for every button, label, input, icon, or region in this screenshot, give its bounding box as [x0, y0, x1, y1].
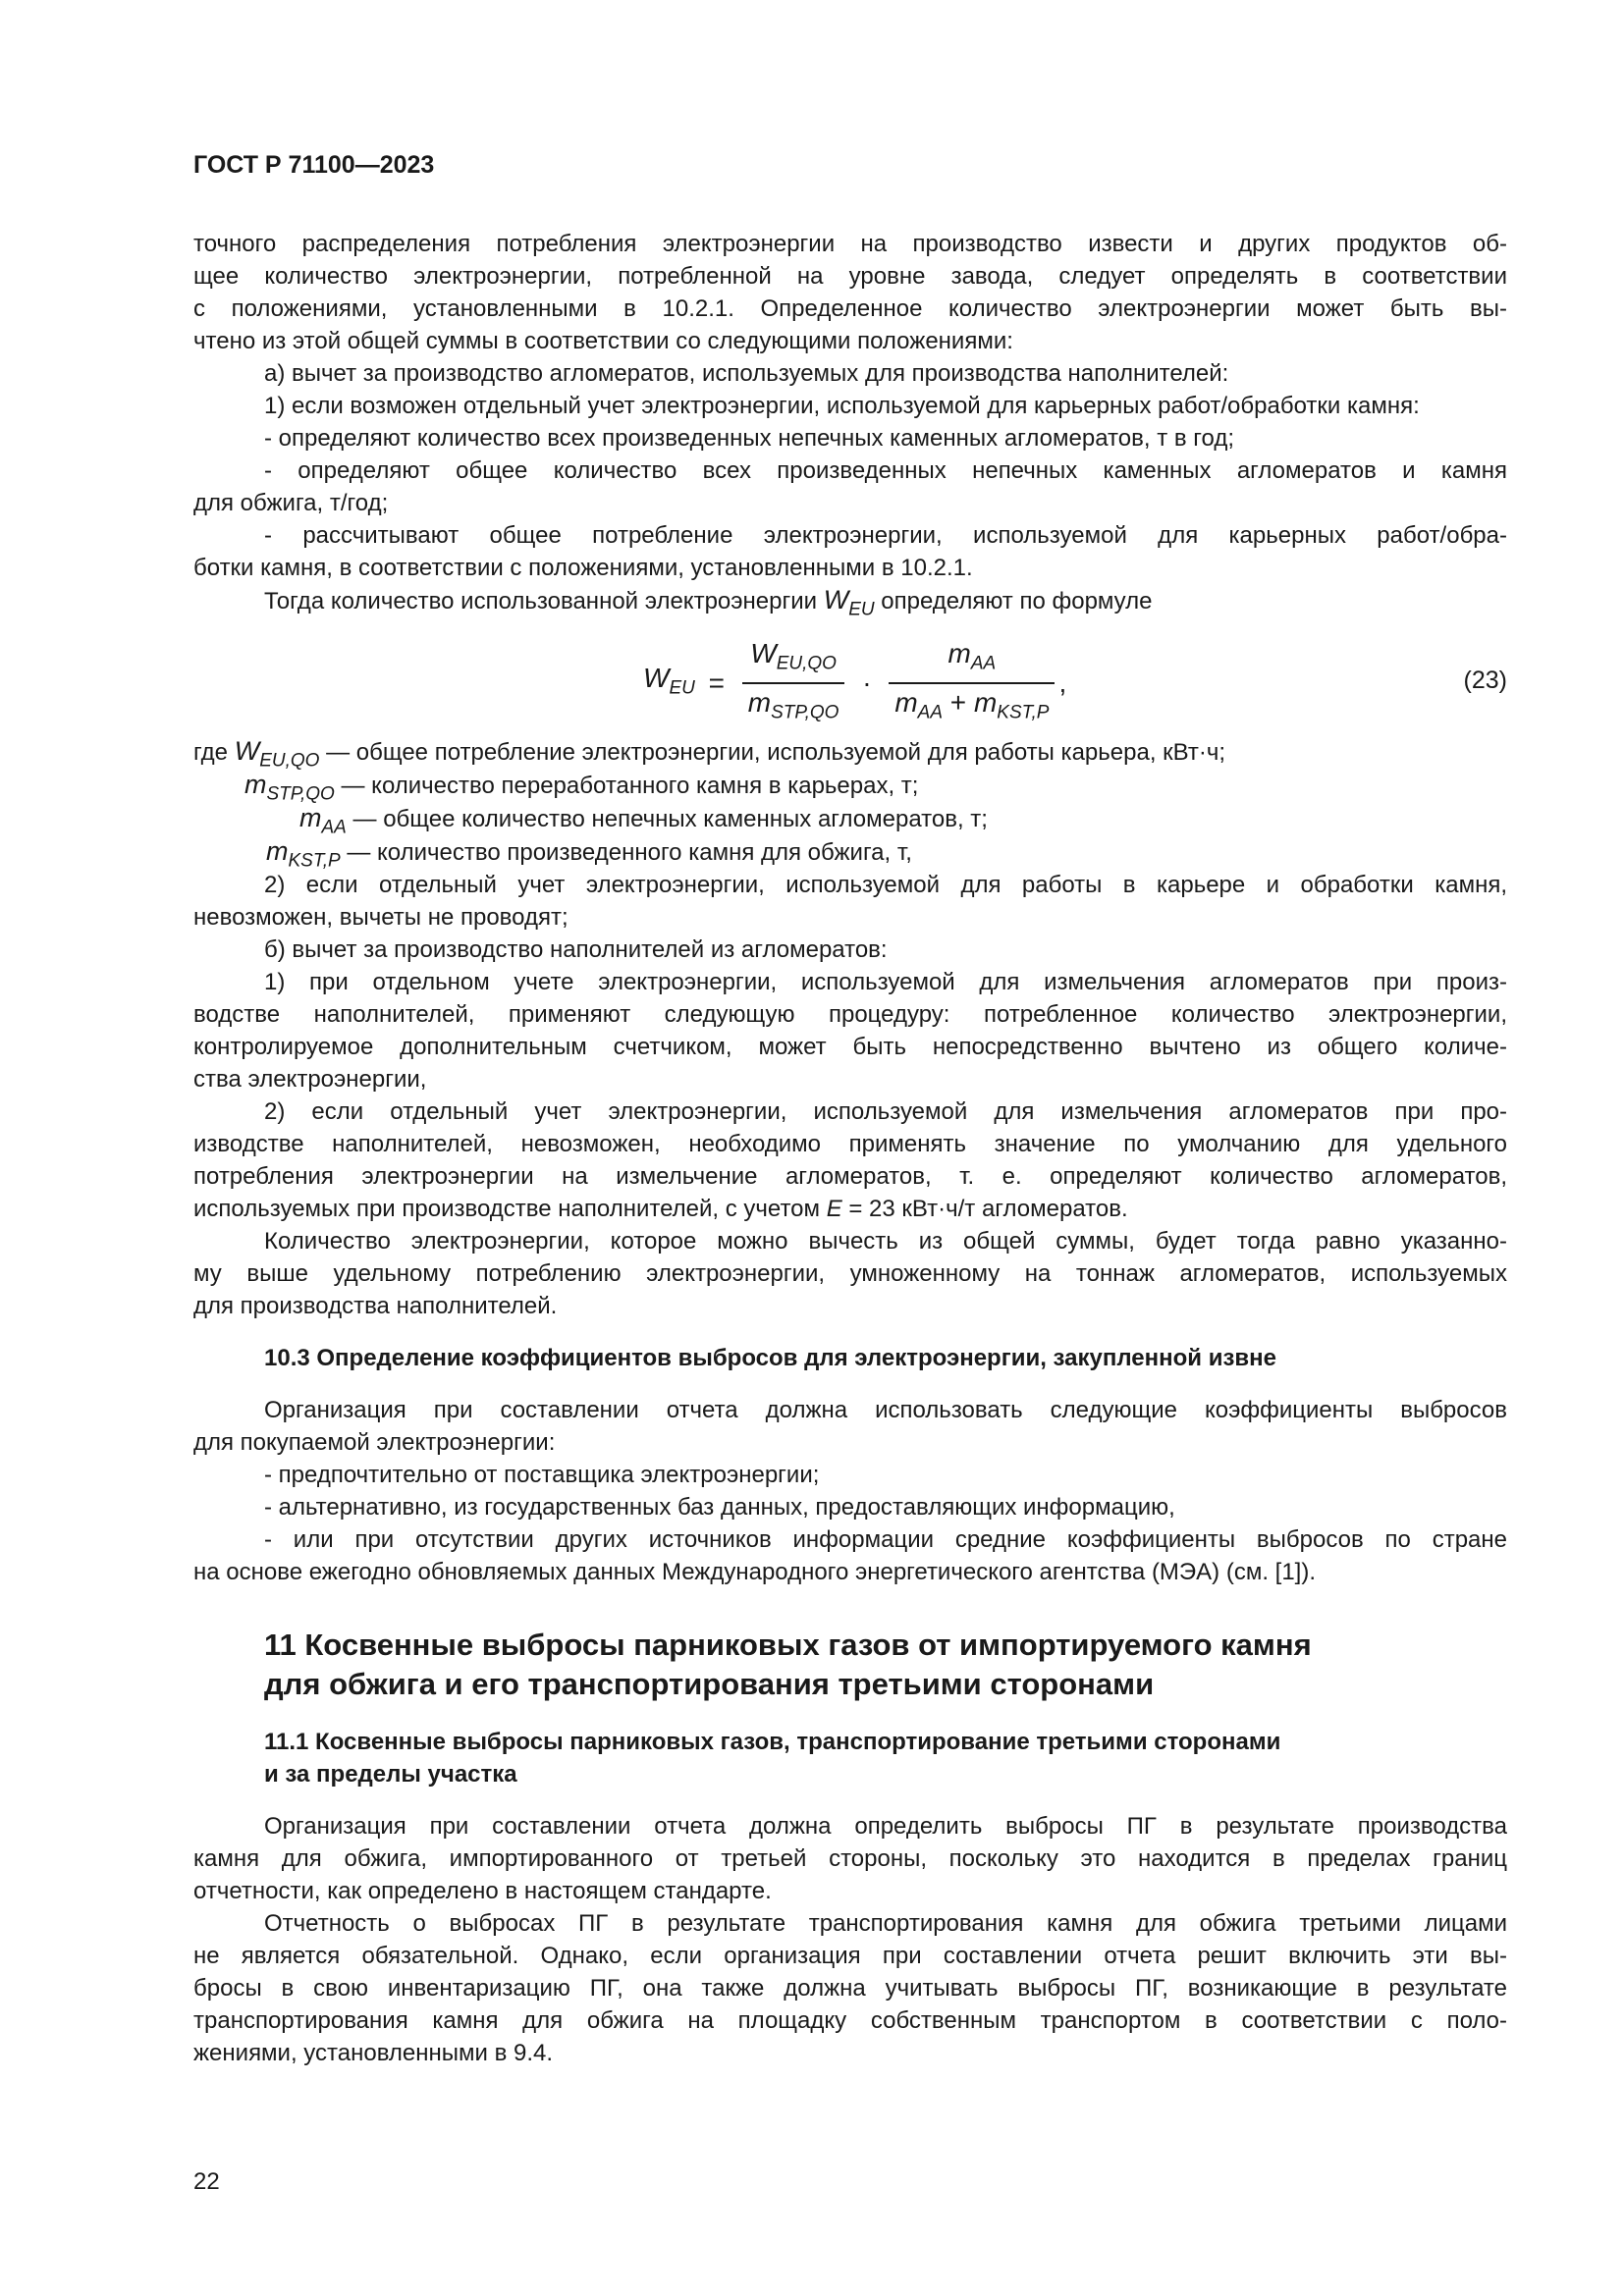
text-line: ства электроэнергии,	[193, 1066, 427, 1094]
formula-definitions	[193, 735, 1507, 872]
dash-item: - определяют количество всех произведенных непечных каменных агломератов, т в год;	[264, 425, 1234, 452]
text-line: камня для обжига, импортированного от третьей стороны, поскольку это находится в пределах границ	[193, 1845, 1507, 1873]
list-item-a1: 1) если возможен отдельный учет электроэнергии, используемой для карьерных работ/обработки камня:	[264, 393, 1420, 419]
text-line: для покупаемой электроэнергии:	[193, 1429, 556, 1457]
section-heading-11-line2: для обжига и его транспортирования третьими сторонами	[264, 1667, 1155, 1702]
text-line: используемых при производстве наполнителей, с учетом E = 23 кВт·ч/т агломератов.	[193, 1196, 1128, 1223]
dash-item: - определяют общее количество всех произведенных непечных каменных агломератов и камня	[264, 457, 1507, 484]
formula-lhs: $W_{EU}$	[643, 663, 695, 699]
section-heading-11-1: 11.1 Косвенные выбросы парниковых газов, транспортирование третьими сторонами	[264, 1729, 1281, 1756]
text-line: изводстве наполнителей, невозможен, необходимо применять значение по умолчанию для удельного	[193, 1131, 1507, 1158]
section-heading-11: 11 Косвенные выбросы парниковых газов от импортируемого камня	[264, 1628, 1312, 1663]
intro-paragraph	[193, 228, 1507, 357]
dash-item: - или при отсутствии других источников информации средние коэффициенты выбросов по стране	[264, 1526, 1507, 1554]
formula-23	[193, 629, 1507, 735]
dash-item: - альтернативно, из государственных баз данных, предоставляющих информацию,	[264, 1494, 1175, 1522]
definition-row: $m_{AA}$ — общее количество непечных каменных агломератов, т;	[299, 803, 988, 838]
fraction-numerator: $m_{AA}$	[889, 637, 1055, 684]
text-line: водстве наполнителей, применяют следующую процедуру: потребленное количество электроэнергии,	[193, 1001, 1507, 1029]
list-item-b2: 2) если отдельный учет электроэнергии, используемой для измельчения агломератов при про-	[264, 1098, 1507, 1126]
document-body	[193, 228, 1507, 2069]
formula-fraction-2	[889, 637, 1055, 728]
paragraph-10-3: Организация при составлении отчета должна использовать следующие коэффициенты выбросов	[264, 1397, 1507, 1424]
text-line: щее количество электроэнергии, потребленной на уровне завода, следует определять в соответствии	[193, 263, 1507, 290]
section-heading-10-3: 10.3 Определение коэффициентов выбросов для электроэнергии, закупленной извне	[264, 1345, 1277, 1372]
text-line: для обжига, т/год;	[193, 490, 389, 516]
text-line: потребления электроэнергии на измельчение агломератов, т. е. определяют количество агломератов,	[193, 1163, 1507, 1191]
document-header: ГОСТ Р 71100—2023	[193, 151, 435, 179]
text-line: на основе ежегодно обновляемых данных Международного энергетического агентства (МЭА) (см. [1]).	[193, 1559, 1317, 1586]
equation-number: (23)	[1463, 667, 1507, 695]
section-heading-11-1-line2: и за пределы участка	[264, 1761, 517, 1789]
definition-row: где $W_{EU,QO}$ — общее потребление электроэнергии, используемой для работы карьера, кВт·ч;	[193, 736, 1226, 772]
fraction-denominator: $m_{AA} + m_{KST,P}$	[894, 686, 1050, 723]
text-line: с положениями, установленными в 10.2.1. Определенное количество электроэнергии может быть вы-	[193, 295, 1507, 322]
text-line: бросы в свою инвентаризацию ПГ, она также должна учитывать выбросы ПГ, возникающие в результате	[193, 1975, 1507, 2002]
dash-item: - предпочтительно от поставщика электроэнергии;	[264, 1462, 820, 1489]
formula-dot: ·	[862, 667, 872, 699]
text-line: жениями, установленными в 9.4.	[193, 2040, 554, 2067]
formula-expression	[643, 637, 1066, 728]
list-item-a: а) вычет за производство агломератов, используемых для производства наполнителей:	[264, 360, 1229, 387]
text-line: невозможен, вычеты не проводят;	[193, 904, 568, 932]
list-item-b1: 1) при отдельном учете электроэнергии, используемой для измельчения агломератов при произ-	[264, 969, 1507, 996]
symbol-w-eu: $W_{EU}$	[823, 585, 875, 620]
text-line: точного распределения потребления электроэнергии на производство извести и других продуктов об-	[193, 231, 1507, 257]
fraction-denominator: $m_{STP,QO}$	[747, 686, 839, 723]
definition-row: $m_{KST,P}$ — количество произведенного камня для обжига, т,	[266, 836, 912, 872]
fraction-numerator: $W_{EU,QO}$	[742, 637, 845, 684]
text-line: ботки камня, в соответствии с положениями, установленными в 10.2.1.	[193, 555, 973, 581]
paragraph-quantity: Количество электроэнергии, которое можно вычесть из общей суммы, будет тогда равно указанно-	[264, 1228, 1507, 1255]
text-line: не является обязательной. Однако, если организация при составлении отчета решит включить эти вы-	[193, 1943, 1507, 1970]
formula-fraction-1	[742, 637, 845, 728]
list-item-b: б) вычет за производство наполнителей из агломератов:	[264, 936, 888, 964]
text-line: для производства наполнителей.	[193, 1293, 558, 1320]
text-line: чтено из этой общей суммы в соответствии со следующими положениями:	[193, 328, 1013, 354]
text-line: отчетности, как определено в настоящем стандарте.	[193, 1878, 772, 1905]
definition-row: $m_{STP,QO}$ — количество переработанного камня в карьерах, т;	[244, 770, 919, 805]
text-line: му выше удельному потреблению электроэнергии, умноженному на тоннаж агломератов, используемых	[193, 1260, 1507, 1288]
paragraph-11-1b: Отчетность о выбросах ПГ в результате транспортирования камня для обжига третьими лицами	[264, 1910, 1507, 1938]
formula-comma: ,	[1058, 667, 1067, 699]
formula-intro: Тогда количество использованной электроэнергии $W_{EU}$ определяют по формуле	[264, 585, 1153, 620]
list-item-a2: 2) если отдельный учет электроэнергии, используемой для работы в карьере и обработки камня,	[264, 872, 1507, 899]
text-line: транспортирования камня для обжига на площадку собственным транспортом в соответствии с поло-	[193, 2007, 1507, 2035]
formula-equals: =	[708, 667, 725, 699]
paragraph-11-1a: Организация при составлении отчета должна определить выбросы ПГ в результате производства	[264, 1813, 1507, 1841]
dash-item: - рассчитывают общее потребление электроэнергии, используемой для карьерных работ/обра-	[264, 522, 1507, 549]
page-number: 22	[193, 2168, 220, 2195]
text-line: контролируемое дополнительным счетчиком, может быть непосредственно вычтено из общего количе-	[193, 1034, 1507, 1061]
